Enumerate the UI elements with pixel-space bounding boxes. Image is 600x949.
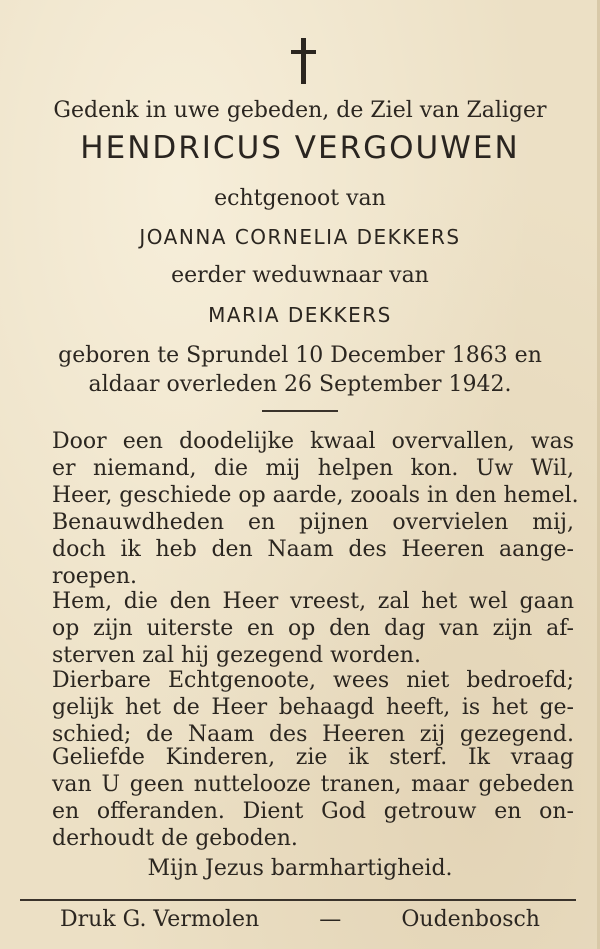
paragraph-line: en offeranden. Dient God getrouw en on-	[52, 799, 574, 824]
spouse-label: echtgenoot van	[214, 186, 386, 211]
death-line: aldaar overleden 26 September 1942.	[88, 372, 512, 397]
paragraph-3	[52, 588, 574, 669]
birth-line: geboren te Sprundel 10 December 1863 en	[58, 343, 542, 368]
paragraph-line: Door een doodelijke kwaal overvallen, was	[52, 429, 574, 454]
intro-text: Gedenk in uwe gebeden, de Ziel van Zaliger	[53, 98, 547, 123]
deceased-name: HENDRICUS VERGOUWEN	[80, 130, 520, 166]
paragraph-5	[52, 744, 574, 852]
paragraph-line: van U geen nuttelooze tranen, maar gebeden	[52, 772, 574, 797]
paragraph-line: doch ik heb den Naam des Heeren aange-	[52, 537, 574, 562]
prior-spouse-name: MARIA DEKKERS	[208, 303, 392, 327]
paragraph-line: Dierbare Echtgenoote, wees niet bedroefd;	[52, 668, 574, 693]
printer-name: Druk G. Vermolen	[60, 907, 260, 932]
footer-dash: —	[319, 907, 342, 932]
prior-label: eerder weduwnaar van	[171, 263, 429, 288]
paragraph-line: Benauwdheden en pijnen overvielen mij,	[52, 510, 574, 535]
printer-place: Oudenbosch	[401, 907, 540, 932]
paragraph-line: gelijk het de Heer behaagd heeft, is het ge-	[52, 695, 574, 720]
paragraph-line: schied; de Naam des Heeren zij gezegend.	[52, 722, 574, 747]
paragraph-line: Heer, geschiede op aarde, zooals in den hemel.	[52, 483, 579, 508]
paragraph-line: derhoudt de geboden.	[52, 826, 298, 851]
paragraph-line: Geliefde Kinderen, zie ik sterf. Ik vraag	[52, 745, 574, 770]
paragraph-1	[52, 428, 579, 509]
cross-icon	[289, 38, 319, 84]
paragraph-2	[52, 509, 574, 590]
paragraph-line: er niemand, die mij helpen kon. Uw Wil,	[52, 456, 574, 481]
spouse-name: JOANNA CORNELIA DEKKERS	[139, 225, 461, 249]
paragraph-line: roepen.	[52, 564, 138, 589]
divider-short	[262, 410, 338, 412]
printer-footer	[60, 907, 540, 932]
paragraph-line: op zijn uiterste en op den dag van zijn af-	[52, 616, 574, 641]
paragraph-line: Hem, die den Heer vreest, zal het wel gaan	[52, 589, 574, 614]
paragraph-line: sterven zal hij gezegend worden.	[52, 643, 421, 668]
paragraph-4	[52, 667, 574, 748]
closing-prayer: Mijn Jezus barmhartigheid.	[147, 856, 453, 881]
footer-divider	[20, 899, 576, 901]
